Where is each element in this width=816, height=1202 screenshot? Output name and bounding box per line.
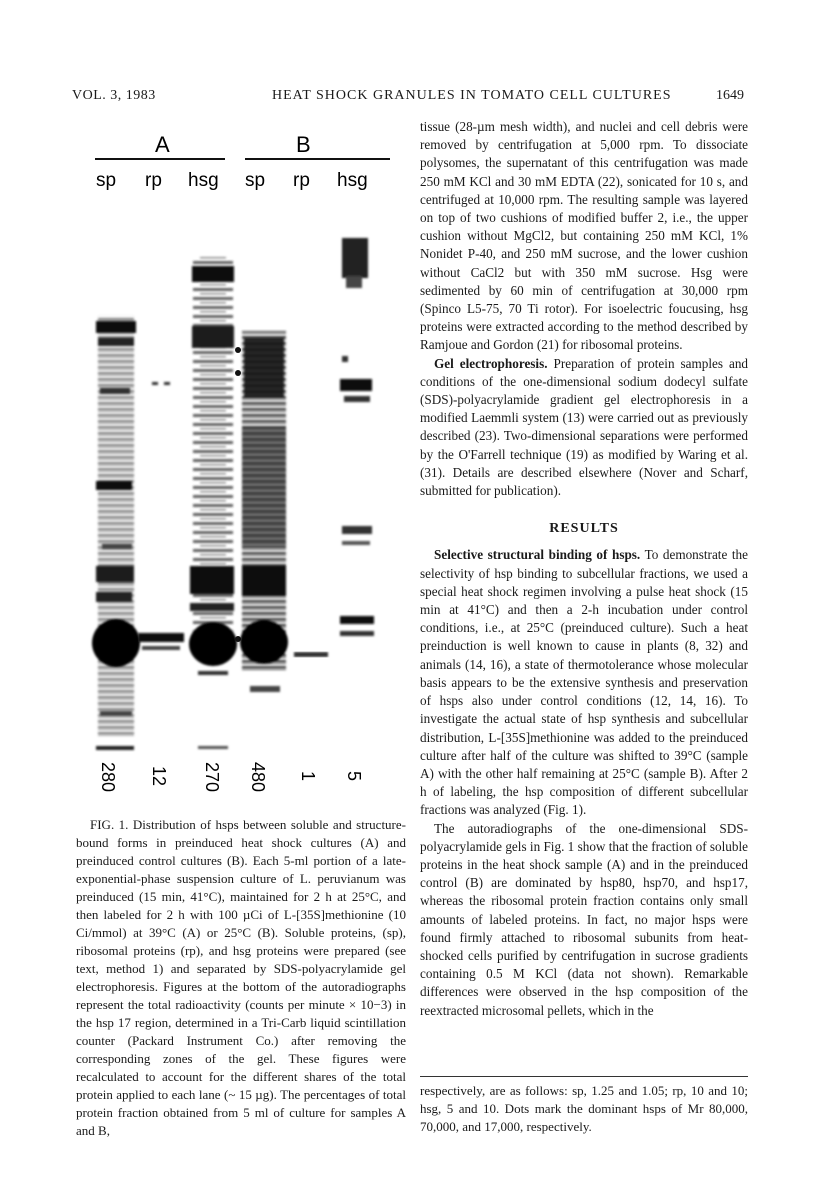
lane-label: hsg	[337, 170, 368, 191]
lane-label: rp	[145, 170, 162, 191]
figure-caption: FIG. 1. Distribution of hsps between soluble and structure-bound forms in preinduced heat shock cultures (A) and preinduced control cultures (B). Each 5-ml portion of a late-exponential-phase suspension culture of L. peruvianum was preinduced (15 min, 41°C), maintained for 2 h at 25°C, and then labeled for 2 h with 100 µCi of L-[35S]methionine (10 Ci/mmol) at 39°C (A) or 25°C (B). Soluble proteins, (sp), ribosomal proteins (rp), and hsg proteins were prepared (see text, method 1) and separated by SDS-polyacrylamide gel electrophoresis. Figures at the bottom of the autoradiographs represent the total radioactivity (counts per minute × 10−3) in the hsp 17 region, determined in a Tri-Carb liquid scintillation counter (Packard Instrument Co.) after removing the corresponding zones of the gel. These figures were recalculated to account for the different shares of the total protein applied to each lane (~ 15 µg). The percentages of total protein fraction obtained from 5 ml of culture for samples A and B,	[76, 817, 406, 1138]
lane-label: hsg	[188, 170, 219, 191]
page-number: 1649	[716, 88, 744, 103]
results-heading: RESULTS	[549, 521, 619, 537]
lane-label: sp	[245, 170, 266, 191]
lane-count: 480	[248, 762, 268, 793]
gel-paragraph	[420, 355, 748, 501]
dominant-hsp-dot	[235, 347, 241, 353]
panel-label-a: A	[155, 132, 170, 157]
gel-heading: Gel electrophoresis.	[434, 355, 548, 371]
panel-label-b: B	[296, 132, 311, 157]
lane-count: 270	[202, 762, 222, 793]
footnote-rule	[420, 1076, 748, 1077]
selective-text: To demonstrate the selectivity of hsp binding to subcellular fractions, we used a special heat shock regimen involving a pulse heat shock (15 min at 41°C) and then a 2-h incubation under control conditions, i.e., at 25°C (preinduced culture). Such a heat preinduction is well known to cause in plants (8, 32) and animals (14, 16), a state of thermotolerance whose molecular basis appears to be the extensive synthesis and preservation of hsps also under control conditions (12, 14, 16). To investigate the actual state of hsp synthesis and subcellular distribution, L-[35S]methionine was added to the preinduced culture after half of the culture was shifted to 39°C (sample A) with the other half remaining at 25°C (sample B). After 2 h of labeling, the hsp composition of different subcellular fractions was analyzed (Fig. 1).	[420, 547, 748, 818]
lane-count: 280	[98, 762, 118, 793]
lane-count: 1	[298, 771, 318, 782]
gel-lane-b-rp	[294, 652, 328, 657]
gel-lane-a-hsg	[189, 256, 237, 749]
lane-count: 5	[344, 771, 364, 782]
lane-label: sp	[96, 170, 117, 191]
gel-figure	[80, 126, 408, 798]
caption-continuation: respectively, are as follows: sp, 1.25 and 1.05; rp, 10 and 10; hsg, 5 and 10. Dots mark the dominant hsps of Mr 80,000, 70,000, and 17,000, respectively.	[420, 1083, 748, 1134]
gel-autoradiograph	[80, 126, 408, 798]
autoradiograph-paragraph: The autoradiographs of the one-dimensional SDS-polyacrylamide gels in Fig. 1 show that the fraction of soluble proteins in the heat shock sample (A) and in the preinduced control (B) are dominated by hsp80, hsp70, and hsp17, whereas the ribosomal protein fraction contains only small amounts of labeled proteins. In fact, no major hsps were found firmly attached to ribosomal subunits from heat-shocked cells purified by centrifugation in sucrose gradients containing 0.5 M KCl (data not shown). Remarkable differences were observed in the hsp composition of the reextracted microsomal pellets, which in the	[420, 820, 748, 1018]
gel-text: Preparation of protein samples and conditions of the one-dimensional sodium dodecyl sulfate (SDS)-polyacrylamide gradient gel electrophoresis in a modified Laemmli system (13) were carried out as previously described (23). Two-dimensional separations were performed by the O'Farrell technique (19) as modified by Waring et al. (31). Details are described elsewhere (Nover and Scharf, submitted for publication).	[420, 355, 749, 499]
lane-count: 12	[149, 766, 169, 787]
gel-lane-a-sp	[92, 316, 140, 750]
selective-paragraph	[420, 546, 748, 819]
selective-heading: Selective structural binding of hsps.	[434, 547, 641, 563]
running-header	[72, 88, 744, 110]
gel-lane-a-rp	[138, 382, 184, 650]
dominant-hsp-dot	[235, 370, 241, 376]
gel-lane-b-hsg	[340, 238, 374, 636]
volume-label: VOL. 3, 1983	[72, 88, 156, 103]
methods-paragraph: tissue (28-µm mesh width), and nuclei and cell debris were removed by centrifugation at 5,000 rpm. To dissociate polysomes, the supernatant of this centrifugation was made 250 mM KCl and 30 mM EDTA (22), sonicated for 10 s, and centrifuged at 10,000 rpm. The resulting sample was layered on top of two cushions of modified buffer 2, i.e., the upper cushion without MgCl2, but containing 250 mM KCl, 1% Nonidet P-40, and 250 mM sucrose, and the lower cushion without CaCl2 but with 350 mM sucrose. Hsg were sedimented by 60 min of centrifugation at 30,000 rpm (Spinco L5-75, 70 Ti rotor). For isoelectric foucusing, hsg proteins were extracted according to the method described by Ramjoue and Gordon (21) for ribosomal proteins.	[420, 119, 748, 353]
lane-label: rp	[293, 170, 310, 191]
right-column	[420, 118, 748, 1020]
gel-lane-b-sp	[240, 331, 288, 692]
running-title: HEAT SHOCK GRANULES IN TOMATO CELL CULTURES	[272, 88, 672, 103]
